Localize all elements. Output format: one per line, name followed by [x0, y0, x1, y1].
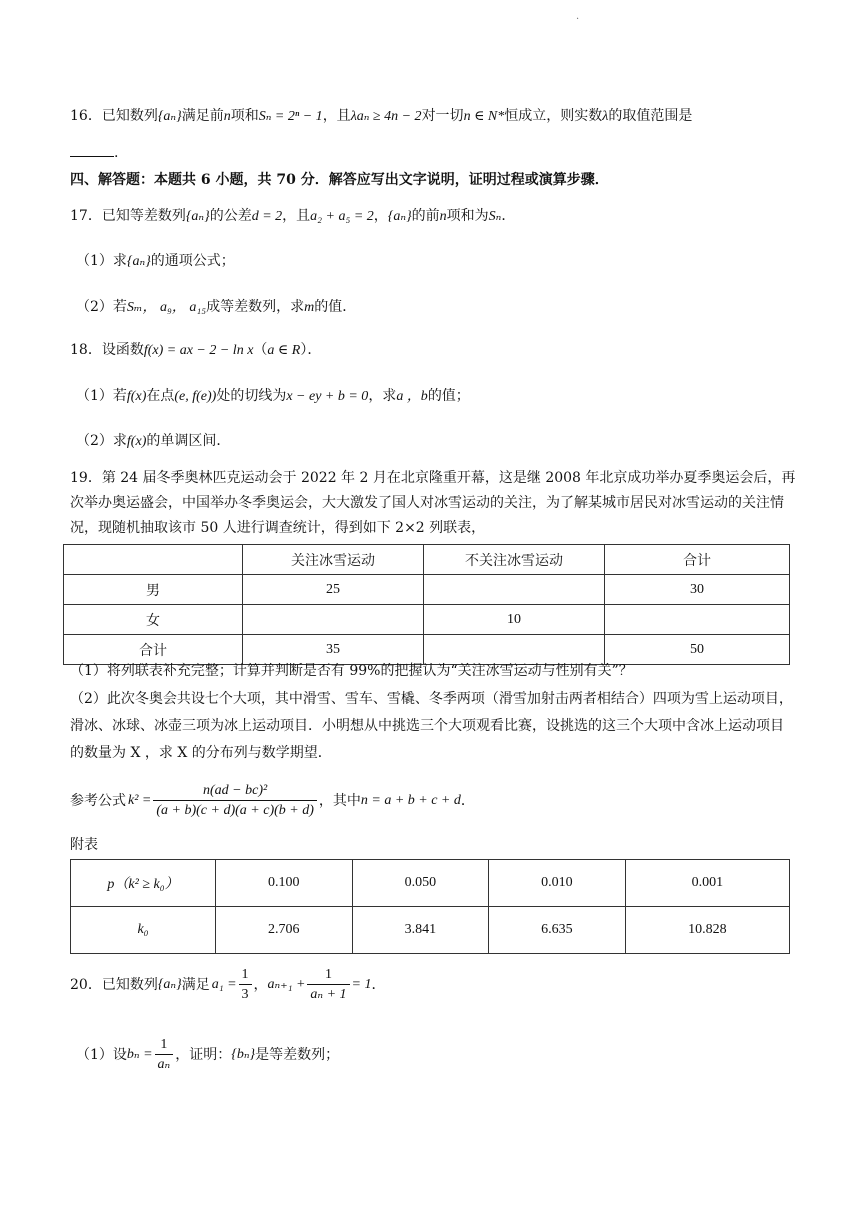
q20-p1-c: ，证明：: [175, 1047, 232, 1063]
table-cell: 30: [605, 575, 790, 605]
q18-p1-tangent-line: x − ey + b = 0: [286, 389, 369, 404]
q18-p1-c: 处的切线为: [216, 388, 287, 404]
q17-sequence: {aₙ}: [185, 209, 210, 224]
table-row: [71, 907, 790, 954]
formula-tail: ，其中: [318, 793, 361, 809]
q16-lambda: λ: [602, 109, 609, 124]
table-cell: 10: [424, 605, 605, 635]
table-cell: [424, 575, 605, 605]
table-header-row: [64, 545, 790, 575]
table-cell: k₀: [71, 907, 216, 954]
q17-p1-sequence: {aₙ}: [126, 254, 151, 269]
q18-p2-a: （2）求: [76, 433, 127, 449]
critical-value-table: [70, 859, 790, 954]
q17-p1-a: （1）求: [76, 253, 127, 269]
q20-recurrence-left: aₙ₊₁ +: [267, 977, 306, 992]
fraction-numerator: 1: [241, 966, 249, 982]
q18-part-1: [76, 386, 796, 407]
q17-p2-terms: Sₘ， a₉， a₁₅: [126, 300, 207, 315]
q18-text-c: ）．: [300, 342, 322, 358]
section-heading: 四、解答题：本题共 6 小题，共 70 分．解答应写出文字说明，证明过程或演算步骤．: [70, 172, 609, 188]
q17-text-c: ，且: [282, 208, 311, 224]
answer-blank: [70, 144, 114, 157]
question-19-intro: 19．第 24 届冬季奥林匹克运动会于 2022 年 2 月在北京隆重开幕，这是继 2008 年北京成功举办夏季奥运会后，再次举办奥运盛会，中国举办冬季奥运会，大大激发了国人对冰雪运动的关注，为了解某城市居民对冰雪运动的关注情况，现随机抽取该市 50 人进行调查统计，得到如下 2×2 列联表，: [70, 470, 796, 536]
q18-p2-b: 的单调区间．: [146, 433, 231, 449]
q16-inequality: λaₙ ≥ 4n − 2: [350, 109, 422, 124]
q16-condition: n ∈ N*: [463, 109, 505, 124]
table-cell: 25: [243, 575, 424, 605]
q17-part-2: [76, 297, 796, 318]
q18-part-2: [76, 431, 796, 452]
q17-p2-a: （2）若: [76, 299, 127, 315]
q19-part-2: （2）此次冬奥会共设七个大项，其中滑雪、雪车、雪橇、冬季两项（滑雪加射击两者相结合）四项为雪上运动项目，滑冰、冰球、冰壶三项为冰上运动项目．小明想从中挑选三个大项观看比赛，设挑选的这三个大项中含冰上运动项目的数量为 X ，求 X 的分布列与数学期望．: [70, 691, 793, 761]
formula-n: n = a + b + c + d: [360, 793, 461, 808]
q18-p2-fx: f(x): [126, 434, 147, 449]
fraction-numerator: 1: [160, 1036, 168, 1052]
q16-end: .: [114, 145, 119, 161]
formula-end: ．: [460, 793, 475, 809]
q20-a1-fraction: [239, 966, 252, 1005]
table-cell: [243, 605, 424, 635]
table-cell: 35: [243, 635, 424, 665]
table-row: [64, 575, 790, 605]
q20-recurrence-right: = 1: [351, 977, 372, 992]
table-header-cell: 合计: [605, 545, 790, 575]
q18-p1-fx: f(x): [126, 389, 147, 404]
table-cell: 3.841: [352, 907, 489, 954]
q16-text-6: 的取值范围是: [608, 108, 693, 124]
q16-text-3: ，且: [322, 108, 351, 124]
table-cell: 2.706: [216, 907, 353, 954]
table-cell: 0.050: [352, 860, 489, 907]
q18-function: f(x) = ax − 2 − ln x: [143, 343, 254, 358]
q16-prefix: 16．已知数列: [70, 108, 158, 124]
q20-end: ．: [371, 977, 386, 993]
q16-answer-line: [70, 143, 796, 163]
q16-text-4: 对一切: [421, 108, 464, 124]
q18-p1-e: 的值；: [427, 388, 470, 404]
q17-p2-b: 成等差数列，求: [206, 299, 305, 315]
q18-p1-ab: a ，b: [396, 389, 428, 404]
q18-domain: a ∈ R: [267, 343, 301, 358]
q20-a1: a₁ =: [211, 977, 237, 992]
table-cell: p（k² ≥ k₀）: [71, 860, 216, 907]
question-17: [70, 206, 796, 227]
q17-text-d: ，: [373, 208, 388, 224]
table-cell: 6.635: [489, 907, 626, 954]
q20-recurrence-fraction: [307, 966, 349, 1005]
table-row: [64, 635, 790, 665]
q18-p1-d: ，求: [368, 388, 397, 404]
table-cell: 女: [64, 605, 243, 635]
q20-separator: ，: [253, 977, 268, 993]
q18-p1-b: 在点: [146, 388, 175, 404]
table-cell: [605, 605, 790, 635]
table-cell: 0.001: [625, 860, 789, 907]
q17-p2-c: 的值．: [314, 299, 357, 315]
q20-text-b: 满足: [181, 977, 210, 993]
q17-p1-b: 的通项公式；: [150, 253, 235, 269]
fraction-denominator: aₙ: [155, 1054, 174, 1075]
fraction-denominator: aₙ + 1: [307, 984, 349, 1005]
q20-p1-d: 是等差数列；: [255, 1047, 340, 1063]
q20-text-a: 20．已知数列: [70, 977, 158, 993]
q17-text-a: 17．已知等差数列: [70, 208, 186, 224]
q20-p1-bn: bₙ =: [126, 1047, 153, 1062]
q16-text-5: 恒成立，则实数: [504, 108, 603, 124]
q20-part-1: [76, 1032, 796, 1078]
q18-p1-a: （1）若: [76, 388, 127, 404]
q17-text-f: 项和为: [446, 208, 489, 224]
q17-common-difference: d = 2: [251, 209, 283, 224]
table-row: [71, 860, 790, 907]
q18-p1-point: (e, f(e)): [174, 389, 217, 404]
question-20: [70, 962, 796, 1008]
formula-label: 参考公式: [70, 793, 126, 809]
q17-condition: a₂ + a₅ = 2: [310, 209, 374, 224]
q17-p2-m: m: [304, 300, 315, 315]
table-cell: 0.010: [489, 860, 626, 907]
q17-sequence-2: {aₙ}: [387, 209, 412, 224]
page-marker: ·: [576, 14, 580, 25]
table-cell: 50: [605, 635, 790, 665]
formula-denominator: (a + b)(c + d)(a + c)(b + d): [153, 800, 317, 821]
q20-p1-a: （1）设: [76, 1047, 127, 1063]
table-header-cell: 关注冰雪运动: [243, 545, 424, 575]
q20-p1-fraction: [155, 1036, 174, 1075]
q18-text-a: 18．设函数: [70, 342, 144, 358]
table-header-cell: [64, 545, 243, 575]
q17-text-g: ．: [501, 208, 516, 224]
reference-formula: [70, 776, 796, 826]
q16-text-2: 项和: [230, 108, 259, 124]
q17-text-e: 的前: [411, 208, 440, 224]
q16-sum-formula: Sₙ = 2ⁿ − 1: [258, 109, 323, 124]
question-18: [70, 340, 796, 361]
formula-lhs: k² =: [128, 793, 152, 808]
q17-sn: Sₙ: [488, 209, 502, 224]
q20-sequence: {aₙ}: [157, 977, 182, 992]
table-cell: 男: [64, 575, 243, 605]
table-cell: [424, 635, 605, 665]
q17-part-1: [76, 251, 796, 272]
question-16: [70, 106, 796, 127]
fraction-denominator: 3: [239, 984, 252, 1005]
q17-text-b: 的公差: [209, 208, 252, 224]
table-cell: 10.828: [625, 907, 789, 954]
table-cell: 0.100: [216, 860, 353, 907]
q16-sequence: {aₙ}: [157, 109, 182, 124]
formula-numerator: n(ad − bc)²: [203, 782, 268, 798]
contingency-table: [63, 544, 790, 665]
table-row: [64, 605, 790, 635]
q16-text-1: 满足前: [181, 108, 224, 124]
q17-n: n: [439, 209, 447, 224]
fraction-numerator: 1: [324, 966, 332, 982]
table-header-cell: 不关注冰雪运动: [424, 545, 605, 575]
formula-fraction: [153, 782, 317, 821]
q16-n: n: [223, 109, 231, 124]
table-cell: 合计: [64, 635, 243, 665]
q18-text-b: （: [253, 342, 268, 358]
q19-part-1: （1）将列联表补充完整；计算并判断是否有 99%的把握认为“关注冰雪运动与性别有关”？: [70, 663, 633, 679]
appendix-label: 附表: [70, 837, 98, 853]
q20-p1-sequence: {bₙ}: [231, 1047, 256, 1062]
